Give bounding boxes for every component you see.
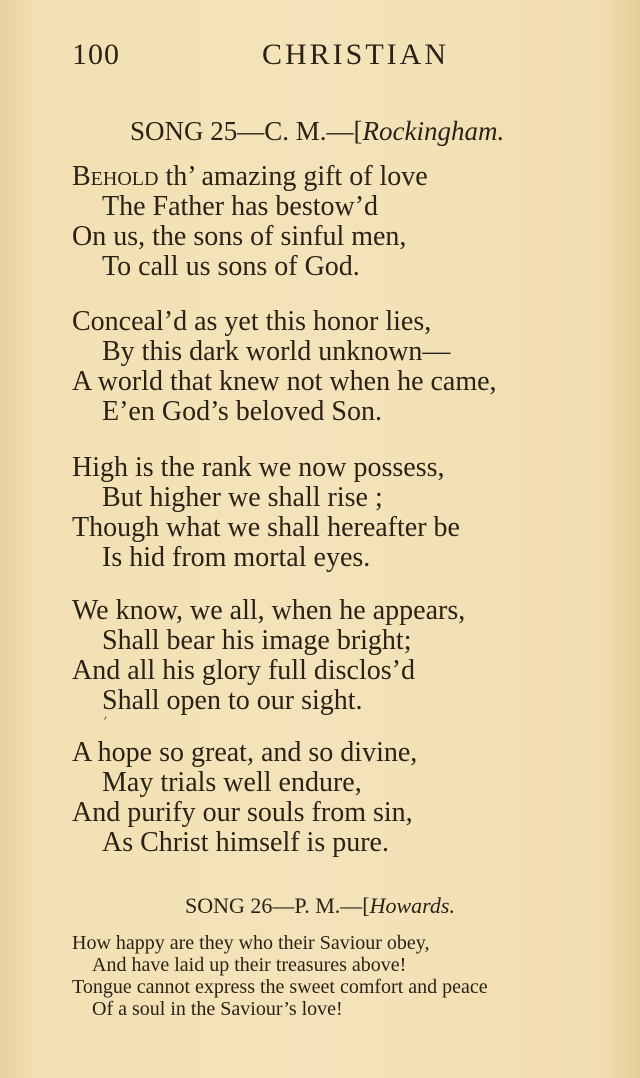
- song-25-heading: SONG 25—C. M.—[: [130, 116, 363, 146]
- verse-line: To call us sons of God.: [102, 251, 360, 282]
- verse-line: Shall open to our sight.: [102, 685, 363, 716]
- verse-line: Conceal’d as yet this honor lies,: [72, 306, 432, 337]
- verse-line: By this dark world unknown—: [102, 336, 451, 367]
- song-25-stanza-3: [72, 453, 460, 573]
- verse-line: Tongue cannot express the sweet comfort and peace: [72, 976, 488, 998]
- verse-line: And have laid up their treasures above!: [92, 954, 407, 976]
- verse-line: And purify our souls from sin,: [72, 797, 413, 828]
- verse-line: Though what we shall hereafter be: [72, 512, 460, 543]
- verse-line: As Christ himself is pure.: [102, 827, 389, 858]
- verse-line: Shall bear his image bright;: [102, 625, 412, 656]
- verse-line: May trials well endure,: [102, 767, 362, 798]
- verse-line: But higher we shall rise ;: [102, 482, 383, 513]
- verse-line: A world that knew not when he came,: [72, 366, 497, 397]
- running-title: CHRISTIAN: [262, 38, 450, 71]
- verse-line: How happy are they who their Saviour obey,: [72, 932, 430, 954]
- verse-line: And all his glory full disclos’d: [72, 655, 415, 686]
- song-25-title: [130, 116, 504, 147]
- song-25-tune: Rockingham.: [362, 116, 505, 146]
- song-25-stanza-1: [72, 162, 428, 282]
- verse-line: A hope so great, and so divine,: [72, 737, 418, 768]
- verse-line: E’en God’s beloved Son.: [102, 396, 382, 427]
- verse-line: Of a soul in the Saviour’s love!: [92, 998, 343, 1020]
- verse-line: On us, the sons of sinful men,: [72, 221, 407, 252]
- song-25-stanza-4: [72, 596, 465, 716]
- song-26-title: [185, 893, 455, 919]
- verse-line: Behold th’ amazing gift of love: [72, 161, 428, 192]
- song-26-heading: SONG 26—P. M.—[: [185, 893, 370, 918]
- stray-ink-mark: ’: [103, 715, 108, 731]
- verse-line: Is hid from mortal eyes.: [102, 542, 371, 573]
- song-26-stanza-1: [72, 932, 488, 1020]
- song-25-stanza-2: [72, 307, 497, 427]
- page-number: 100: [72, 38, 120, 71]
- drop-word: Behold: [72, 161, 159, 192]
- verse-line: We know, we all, when he appears,: [72, 595, 466, 626]
- song-25-stanza-5: [72, 738, 417, 858]
- verse-line: High is the rank we now possess,: [72, 452, 445, 483]
- song-26-tune: Howards.: [369, 893, 455, 918]
- verse-line: The Father has bestow’d: [102, 191, 379, 222]
